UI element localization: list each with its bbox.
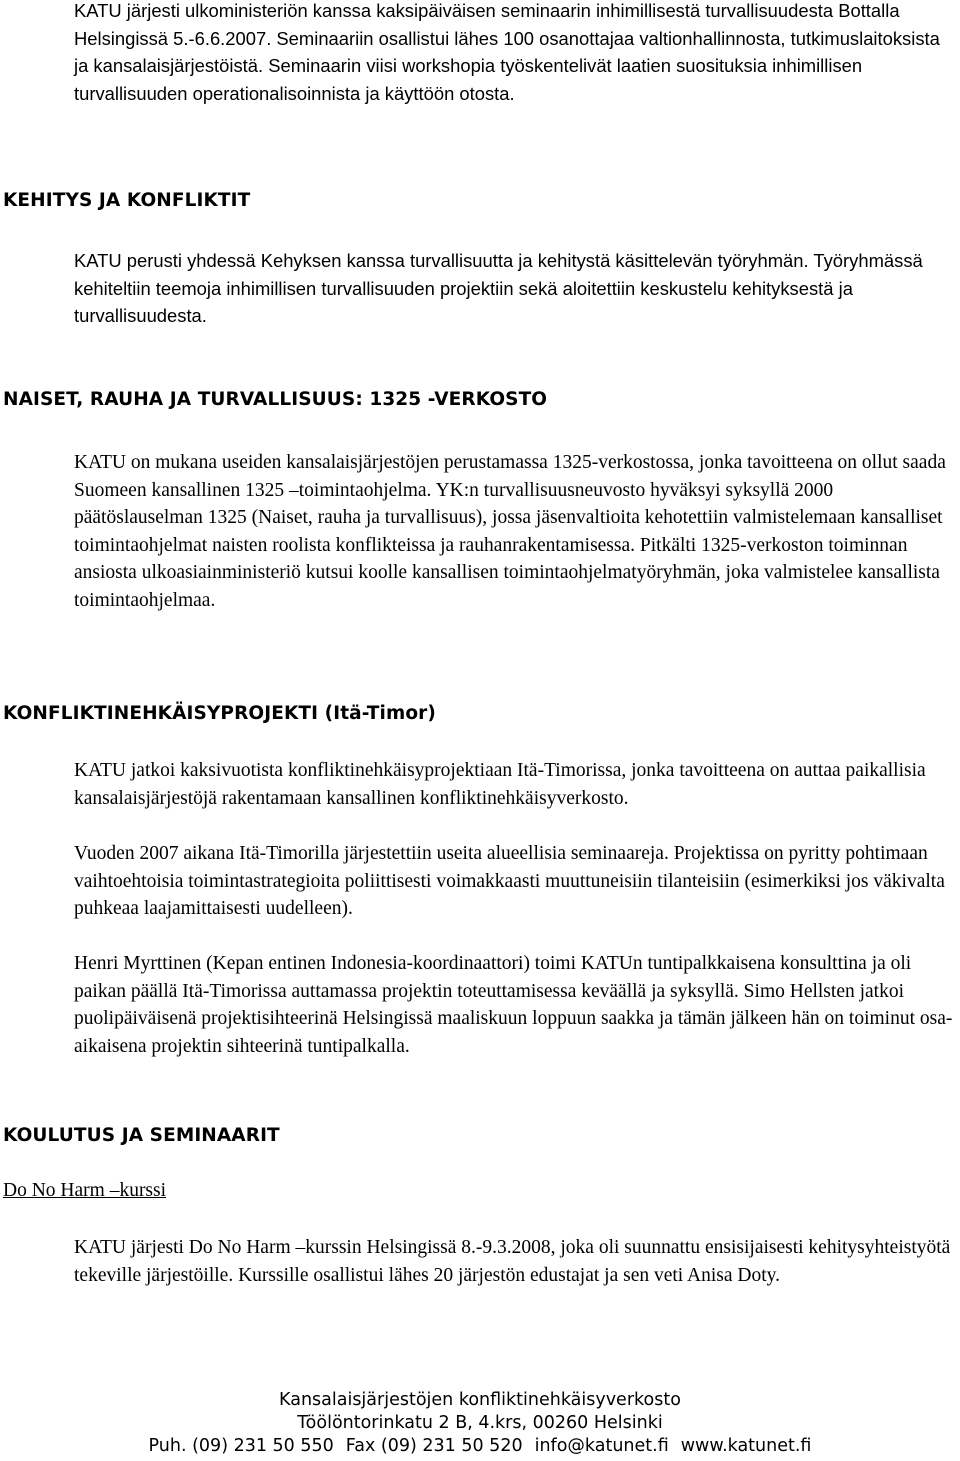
timor-paragraph-3: Henri Myrttinen (Kepan entinen Indonesia-koordinaattori) toimi KATUn tuntipalkkaisena konsulttina ja oli paikan päällä Itä-Timorissa auttamassa projektin toteuttamisessa keväällä ja syksyllä. Simo Hellsten jatkoi puolipäiväisenä projektisihteerinä Helsingissä maaliskuun loppuun saakka ja tämän jälkeen hän on toiminut osa-aikaisena projektin sihteerinä tuntipalkalla. <box>74 953 953 1057</box>
intro-paragraph: KATU järjesti ulkoministeriön kanssa kaksipäiväisen seminaarin inhimillisestä turvallisuudesta Bottalla Helsingissä 5.-6.6.2007. Seminaariin osallistui lähes 100 osanottajaa valtionhallinnosta, tutkimuslaitoksista ja kansalaisjärjestöistä. Seminaarin viisi workshopia työskentelivät laatien suosituksia inhimillisen turvallisuuden operationalisoinnista ja käyttöön otosta. <box>74 0 940 104</box>
footer <box>0 1389 960 1458</box>
network-1325-paragraph: KATU on mukana useiden kansalaisjärjestöjen perustamassa 1325-verkostossa, jonka tavoitteena on ollut saada Suomeen kansallinen 1325 –toimintaohjelma. YK:n turvallisuusneuvosto hyväksyi syksyllä 2000 päätöslauselman 1325 (Naiset, rauha ja turvallisuus), jossa jäsenvaltioita kehotettiin valmistelemaan kansalliset toimintaohjelmat naisten roolista konflikteissa ja rauhanrakentamisessa. Pitkälti 1325-verkoston toiminnan ansiosta ulkoasiainministeriö kutsui koolle kansallisen toimintaohjelmatyöryhmän, joka valmistelee kansallista toimintaohjelmaa. <box>74 452 946 611</box>
footer-email: info@katunet.fi <box>534 1436 669 1456</box>
footer-phone: Puh. (09) 231 50 550 <box>148 1436 334 1456</box>
footer-fax: Fax (09) 231 50 520 <box>345 1436 523 1456</box>
footer-contacts <box>0 1435 960 1458</box>
section-heading-training: KOULUTUS JA SEMINAARIT <box>3 1125 280 1146</box>
section-heading-conflict-prevention-project: KONFLIKTINEHKÄISYPROJEKTI (Itä-Timor) <box>3 703 436 724</box>
timor-paragraph-1: KATU jatkoi kaksivuotista konfliktinehkäisyprojektiaan Itä-Timorissa, jonka tavoitteena on auttaa paikallisia kansalaisjärjestöjä rakentamaan kansallinen konfliktinehkäisyverkosto. <box>74 760 926 809</box>
timor-paragraph-2: Vuoden 2007 aikana Itä-Timorilla järjestettiin useita alueellisia seminaareja. Projektissa on pyritty pohtimaan vaihtoehtoisia toimintastrategioita poliittisesti voimakkaasti muuttuneisiin tilanteisiin (esimerkiksi jos väkivalta puhkeaa laajamittaisesti uudelleen). <box>74 843 945 919</box>
course-paragraph: KATU järjesti Do No Harm –kurssin Helsingissä 8.-9.3.2008, joka oli suunnattu ensisijaisesti kehitysyhteistyötä tekeville järjestöille. Kurssille osallistui lähes 20 järjestön edustajat ja sen veti Anisa Doty. <box>74 1237 951 1286</box>
footer-org-name: Kansalaisjärjestöjen konfliktinehkäisyverkosto <box>279 1390 681 1410</box>
course-subheading: Do No Harm –kurssi <box>3 1180 167 1201</box>
development-paragraph: KATU perusti yhdessä Kehyksen kanssa turvallisuutta ja kehitystä käsittelevän työryhmän. Työryhmässä kehiteltiin teemoja inhimillisen turvallisuuden projektiin sekä aloitettiin keskustelu kehityksestä ja turvallisuudesta. <box>74 250 923 326</box>
section-heading-women-peace-security: NAISET, RAUHA JA TURVALLISUUS: 1325 -VERKOSTO <box>3 389 548 410</box>
section-heading-development: KEHITYS JA KONFLIKTIT <box>3 190 251 211</box>
footer-website: www.katunet.fi <box>680 1436 812 1456</box>
footer-address: Töölöntorinkatu 2 B, 4.krs, 00260 Helsinki <box>297 1413 663 1433</box>
